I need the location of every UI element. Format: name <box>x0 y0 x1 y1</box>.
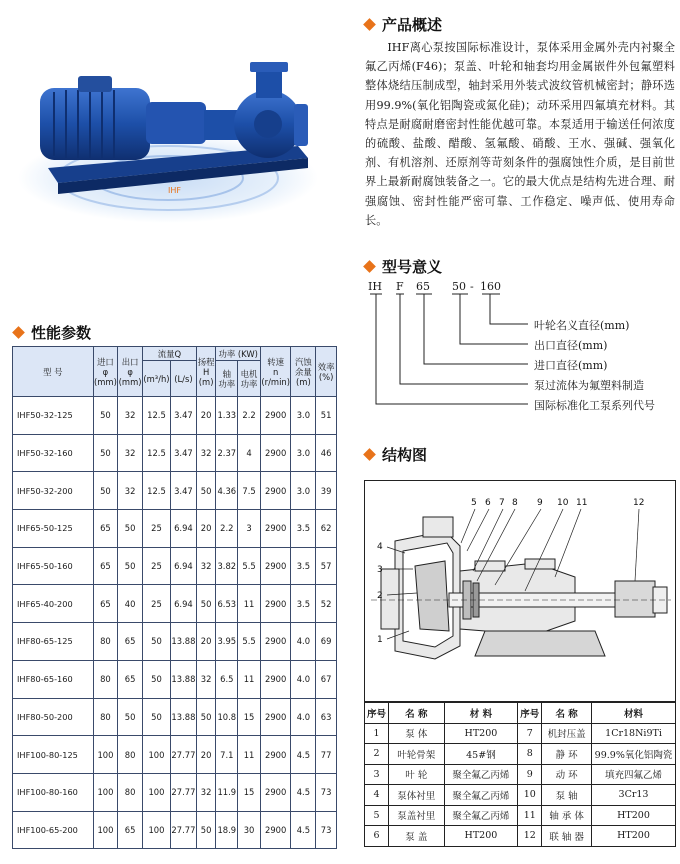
table-cell: 3.5 <box>291 585 316 623</box>
table-cell: 1 <box>365 723 389 744</box>
model-cell: IHF100-65-200 <box>13 811 94 849</box>
table-cell: 12 <box>518 826 542 847</box>
table-row <box>13 472 337 510</box>
table-cell: 4 <box>238 434 261 472</box>
table-cell: 32 <box>196 773 216 811</box>
table-cell: 静 环 <box>542 744 592 765</box>
diagram-label-6: 6 <box>485 498 491 508</box>
model-cell: IHF65-50-125 <box>13 510 94 548</box>
table-cell: 泵 体 <box>389 723 445 744</box>
model-code-part-ih: IH <box>368 280 382 293</box>
table-cell: 25 <box>142 585 170 623</box>
table-cell: 13.88 <box>171 660 197 698</box>
table-cell: 泵盖衬里 <box>389 805 445 826</box>
model-cell: IHF80-65-160 <box>13 660 94 698</box>
table-cell: 32 <box>196 547 216 585</box>
table-cell: 13.88 <box>171 698 197 736</box>
table-cell: 27.77 <box>171 811 197 849</box>
table-cell: 11 <box>238 585 261 623</box>
pump-cross-section-drawing <box>365 481 675 701</box>
table-cell: 2.2 <box>216 510 238 548</box>
table-cell: 52 <box>316 585 337 623</box>
table-cell: 30 <box>238 811 261 849</box>
table-row <box>13 736 337 774</box>
perf-header-speed-line3: (r/min) <box>261 376 290 387</box>
table-cell: 11 <box>238 736 261 774</box>
table-cell: 39 <box>316 472 337 510</box>
model-cell: IHF50-32-200 <box>13 472 94 510</box>
table-cell: 12.5 <box>142 472 170 510</box>
table-cell: 50 <box>196 811 216 849</box>
parts-header-material: 材 料 <box>444 703 518 724</box>
table-cell: 40 <box>118 585 143 623</box>
structure-heading <box>365 444 427 465</box>
table-cell: 50 <box>93 434 118 472</box>
svg-text:IHF: IHF <box>168 186 181 195</box>
perf-header-efficiency-line1: 效率 <box>317 361 335 372</box>
table-cell: 50 <box>118 547 143 585</box>
table-row <box>13 698 337 736</box>
table-cell: 100 <box>142 811 170 849</box>
table-cell: 50 <box>142 623 170 661</box>
table-cell: 泵 盖 <box>389 826 445 847</box>
table-row <box>365 805 676 826</box>
table-cell: 50 <box>196 698 216 736</box>
table-cell: 50 <box>196 472 216 510</box>
table-cell: 69 <box>316 623 337 661</box>
table-cell: 1Cr18Ni9Ti <box>592 723 676 744</box>
table-cell: 3 <box>365 764 389 785</box>
parts-header-no-2: 序号 <box>518 703 542 724</box>
perf-header-shaft-power <box>216 361 238 397</box>
table-cell: 3Cr13 <box>592 785 676 806</box>
diamond-bullet-icon <box>12 326 25 339</box>
parts-header-name: 名 称 <box>389 703 445 724</box>
table-cell: 73 <box>316 811 337 849</box>
perf-header-outlet-line2: φ <box>127 366 133 377</box>
parts-header-name-2: 名 称 <box>542 703 592 724</box>
table-cell: 3.47 <box>171 472 197 510</box>
table-cell: 3.5 <box>291 510 316 548</box>
table-cell: 45#钢 <box>444 744 518 765</box>
table-cell: 65 <box>118 660 143 698</box>
table-cell: 12.5 <box>142 397 170 435</box>
model-code-part-outlet: 50 <box>452 280 466 293</box>
table-cell: 2900 <box>260 510 291 548</box>
table-cell: 2900 <box>260 623 291 661</box>
model-meaning-inlet: 进口直径(mm) <box>534 359 608 372</box>
diagram-label-7: 7 <box>499 498 505 508</box>
table-cell: 50 <box>118 698 143 736</box>
table-cell: 3.47 <box>171 397 197 435</box>
table-cell: 50 <box>93 472 118 510</box>
table-cell: 7.1 <box>216 736 238 774</box>
table-cell: HT200 <box>592 826 676 847</box>
table-cell: 63 <box>316 698 337 736</box>
table-cell: 6.53 <box>216 585 238 623</box>
perf-header-npsh-line3: (m) <box>296 376 311 387</box>
table-cell: 73 <box>316 773 337 811</box>
table-cell: 3.0 <box>291 434 316 472</box>
table-row <box>365 785 676 806</box>
overview-body <box>365 38 675 230</box>
parts-header-no: 序号 <box>365 703 389 724</box>
perf-header-flow-unit-ls: (L/s) <box>171 361 197 397</box>
table-cell: 100 <box>142 773 170 811</box>
model-cell: IHF65-40-200 <box>13 585 94 623</box>
table-cell: 32 <box>118 434 143 472</box>
table-cell: 65 <box>93 510 118 548</box>
table-cell: 3.82 <box>216 547 238 585</box>
diagram-label-4: 4 <box>377 542 383 552</box>
model-meaning-impeller: 叶轮名义直径(mm) <box>534 319 630 332</box>
perf-header-model: 型 号 <box>13 347 94 397</box>
table-cell: 12.5 <box>142 434 170 472</box>
parts-table-header <box>365 703 676 724</box>
overview-heading <box>365 14 442 35</box>
table-cell: 50 <box>118 510 143 548</box>
table-cell: 15 <box>238 773 261 811</box>
perf-header-shaft-line1: 轴 <box>222 368 231 379</box>
table-cell: 6.5 <box>216 660 238 698</box>
perf-header-motor-power <box>238 361 261 397</box>
table-cell: 50 <box>142 660 170 698</box>
perf-header-head <box>196 347 216 397</box>
table-cell: 65 <box>93 585 118 623</box>
diamond-bullet-icon <box>363 18 376 31</box>
table-cell: 18.9 <box>216 811 238 849</box>
table-row <box>13 397 337 435</box>
table-cell: 2 <box>365 744 389 765</box>
table-cell: 20 <box>196 510 216 548</box>
table-cell: 11 <box>518 805 542 826</box>
table-cell: 32 <box>196 434 216 472</box>
table-cell: 2900 <box>260 434 291 472</box>
diagram-label-5: 5 <box>471 498 477 508</box>
table-cell: 80 <box>93 698 118 736</box>
table-cell: 20 <box>196 397 216 435</box>
model-code-part-inlet: 65 <box>416 280 430 293</box>
table-cell: 15 <box>238 698 261 736</box>
perf-header-npsh-line2: 余量 <box>294 366 312 377</box>
table-row <box>13 811 337 849</box>
table-cell: 80 <box>93 623 118 661</box>
perf-header-npsh-line1: 汽蚀 <box>294 356 312 367</box>
table-cell: 泵 轴 <box>542 785 592 806</box>
table-cell: 5 <box>365 805 389 826</box>
table-cell: 50 <box>196 585 216 623</box>
table-cell: 80 <box>118 773 143 811</box>
table-cell: 3.0 <box>291 397 316 435</box>
model-code-part-impeller: 160 <box>480 280 501 293</box>
table-cell: 80 <box>118 736 143 774</box>
table-cell: 机封压盖 <box>542 723 592 744</box>
performance-heading <box>14 322 91 343</box>
table-cell: 2900 <box>260 811 291 849</box>
table-cell: 6.94 <box>171 585 197 623</box>
diagram-label-9: 9 <box>537 498 543 508</box>
overview-text: IHF离心泵按国际标准设计，泵体采用金属外壳内衬聚全氟乙丙烯(F46)；泵盖、叶轮和轴套均用金属嵌件外包氟塑料整体烧结压制成型，轴封采用外装式波纹管机械密封；静环选用99.9%(氧化铝陶瓷或氮化硅)；动环采用四氟填充材料。其特点是耐腐耐磨密封性能优越可靠。本泵适用于输送任何浓度的硫酸、盐酸、醋酸、氢氟酸、硝酸、王水、强碱、强氧化剂、有机溶剂、还原剂等苛刻条件的强腐蚀性介质，是目前世界上最新耐腐蚀装备之一。它的最大优点是结构先进合理、耐强腐蚀、密封性能严密可靠、工作稳定、噪声低、使用寿命长。 <box>365 41 675 227</box>
model-meaning-outlet: 出口直径(mm) <box>534 339 608 352</box>
table-cell: 聚全氟乙丙烯 <box>444 785 518 806</box>
diagram-label-3: 3 <box>377 565 383 575</box>
perf-header-npsh <box>291 347 316 397</box>
structure-title: 结构图 <box>382 446 428 464</box>
table-cell: 32 <box>118 472 143 510</box>
table-cell: 6 <box>365 826 389 847</box>
perf-header-outlet-line3: (mm) <box>118 376 142 387</box>
model-cell: IHF50-32-125 <box>13 397 94 435</box>
table-cell: 叶轮骨架 <box>389 744 445 765</box>
table-cell: 11.9 <box>216 773 238 811</box>
table-cell: 46 <box>316 434 337 472</box>
table-cell: 20 <box>196 623 216 661</box>
model-code-part-f: F <box>396 280 404 293</box>
table-cell: HT200 <box>444 723 518 744</box>
overview-title: 产品概述 <box>382 16 443 34</box>
perf-header-shaft-line2: 功率 <box>218 378 236 389</box>
model-code-dash: - <box>470 280 474 293</box>
model-cell: IHF100-80-160 <box>13 773 94 811</box>
diamond-bullet-icon <box>363 260 376 273</box>
table-cell: HT200 <box>444 826 518 847</box>
diagram-label-11: 11 <box>576 498 588 508</box>
perf-header-head-line3: (m) <box>198 376 214 387</box>
diagram-label-8: 8 <box>512 498 518 508</box>
parts-header-material-2: 材料 <box>592 703 676 724</box>
table-cell: 13.88 <box>171 623 197 661</box>
table-cell: 62 <box>316 510 337 548</box>
model-code-diagram <box>368 280 678 420</box>
table-cell: 65 <box>93 547 118 585</box>
table-cell: 9 <box>518 764 542 785</box>
table-cell: 2.37 <box>216 434 238 472</box>
table-row <box>13 585 337 623</box>
perf-header-flow-unit-m3h: (m³/h) <box>142 361 170 397</box>
model-cell: IHF80-65-125 <box>13 623 94 661</box>
table-cell: 2900 <box>260 547 291 585</box>
table-row <box>13 510 337 548</box>
perf-header-speed-line1: 转速 <box>267 356 285 367</box>
structure-diagram <box>364 480 676 702</box>
model-cell: IHF100-80-125 <box>13 736 94 774</box>
table-cell: 2900 <box>260 397 291 435</box>
table-cell: 8 <box>518 744 542 765</box>
diagram-label-1: 1 <box>377 635 383 645</box>
table-cell: HT200 <box>592 805 676 826</box>
table-cell: 100 <box>93 736 118 774</box>
perf-header-motor-line1: 电机 <box>240 368 258 379</box>
table-cell: 轴 承 体 <box>542 805 592 826</box>
model-meaning-material: 泵过流体为氟塑料制造 <box>534 379 644 392</box>
table-cell: 填充四氟乙烯 <box>592 764 676 785</box>
table-cell: 100 <box>142 736 170 774</box>
performance-table-body <box>13 397 337 849</box>
table-cell: 聚全氟乙丙烯 <box>444 764 518 785</box>
perf-header-head-line1: 扬程 <box>197 356 215 367</box>
table-cell: 25 <box>142 547 170 585</box>
table-cell: 2900 <box>260 773 291 811</box>
table-cell: 51 <box>316 397 337 435</box>
perf-header-outlet <box>118 347 143 397</box>
perf-header-speed <box>260 347 291 397</box>
diamond-bullet-icon <box>363 448 376 461</box>
table-cell: 32 <box>118 397 143 435</box>
table-cell: 2900 <box>260 585 291 623</box>
table-cell: 2.2 <box>238 397 261 435</box>
table-cell: 99.9%氧化铝陶瓷 <box>592 744 676 765</box>
model-cell: IHF50-32-160 <box>13 434 94 472</box>
table-cell: 2900 <box>260 660 291 698</box>
table-row <box>365 764 676 785</box>
table-cell: 3.95 <box>216 623 238 661</box>
perf-header-inlet-line2: φ <box>102 366 109 377</box>
table-cell: 5.5 <box>238 547 261 585</box>
table-cell: 10.8 <box>216 698 238 736</box>
model-title: 型号意义 <box>382 258 443 276</box>
model-cell: IHF80-50-200 <box>13 698 94 736</box>
table-cell: 3 <box>238 510 261 548</box>
table-row <box>13 547 337 585</box>
perf-header-power: 功率 (KW) <box>216 347 260 361</box>
table-cell: 65 <box>118 811 143 849</box>
table-row <box>13 773 337 811</box>
diagram-label-10: 10 <box>557 498 569 508</box>
diagram-label-2: 2 <box>377 591 383 601</box>
table-cell: 77 <box>316 736 337 774</box>
perf-header-inlet-line1: 进口 <box>97 356 114 367</box>
table-cell: 50 <box>142 698 170 736</box>
table-cell: 4.0 <box>291 623 316 661</box>
table-row <box>13 660 337 698</box>
table-cell: 动 环 <box>542 764 592 785</box>
table-cell: 4.36 <box>216 472 238 510</box>
table-cell: 67 <box>316 660 337 698</box>
perf-header-speed-line2: n <box>273 366 279 377</box>
table-cell: 聚全氟乙丙烯 <box>444 805 518 826</box>
table-cell: 4 <box>365 785 389 806</box>
table-cell: 27.77 <box>171 773 197 811</box>
table-cell: 80 <box>93 660 118 698</box>
table-cell: 5.5 <box>238 623 261 661</box>
table-cell: 10 <box>518 785 542 806</box>
model-heading <box>365 256 442 277</box>
table-row <box>365 723 676 744</box>
perf-header-efficiency <box>316 347 337 397</box>
performance-title: 性能参数 <box>31 324 92 342</box>
table-cell: 3.0 <box>291 472 316 510</box>
perf-header-head-line2: H <box>202 366 210 377</box>
table-cell: 2900 <box>260 736 291 774</box>
perf-header-inlet <box>93 347 118 397</box>
table-cell: 2900 <box>260 698 291 736</box>
table-cell: 6.94 <box>171 547 197 585</box>
pump-product-image <box>18 28 328 228</box>
perf-header-outlet-line1: 出口 <box>121 356 139 367</box>
table-cell: 1.33 <box>216 397 238 435</box>
table-cell: 4.5 <box>291 736 316 774</box>
diagram-label-12: 12 <box>633 498 645 508</box>
table-cell: 20 <box>196 736 216 774</box>
perf-header-efficiency-line2: (%) <box>318 371 334 382</box>
table-cell: 联 轴 器 <box>542 826 592 847</box>
table-cell: 7 <box>518 723 542 744</box>
perf-header-inlet-line3: (mm) <box>94 376 117 387</box>
table-cell: 27.77 <box>171 736 197 774</box>
table-cell: 泵体衬里 <box>389 785 445 806</box>
performance-table <box>12 346 337 849</box>
table-cell: 4.5 <box>291 773 316 811</box>
table-cell: 7.5 <box>238 472 261 510</box>
table-cell: 4.5 <box>291 811 316 849</box>
table-row <box>13 434 337 472</box>
table-cell: 3.47 <box>171 434 197 472</box>
table-cell: 3.5 <box>291 547 316 585</box>
table-row <box>365 826 676 847</box>
table-cell: 11 <box>238 660 261 698</box>
table-cell: 57 <box>316 547 337 585</box>
table-cell: 6.94 <box>171 510 197 548</box>
model-cell: IHF65-50-160 <box>13 547 94 585</box>
table-cell: 65 <box>118 623 143 661</box>
table-cell: 4.0 <box>291 660 316 698</box>
perf-header-flow: 流量Q <box>142 347 196 361</box>
table-cell: 25 <box>142 510 170 548</box>
table-cell: 32 <box>196 660 216 698</box>
model-meaning-series: 国际标准化工泵系列代号 <box>534 399 655 412</box>
table-cell: 100 <box>93 811 118 849</box>
perf-header-motor-line2: 功率 <box>240 378 258 389</box>
table-cell: 4.0 <box>291 698 316 736</box>
table-row <box>13 623 337 661</box>
table-cell: 2900 <box>260 472 291 510</box>
table-row <box>365 744 676 765</box>
parts-material-table <box>364 702 676 847</box>
table-cell: 叶 轮 <box>389 764 445 785</box>
table-cell: 50 <box>93 397 118 435</box>
table-cell: 100 <box>93 773 118 811</box>
